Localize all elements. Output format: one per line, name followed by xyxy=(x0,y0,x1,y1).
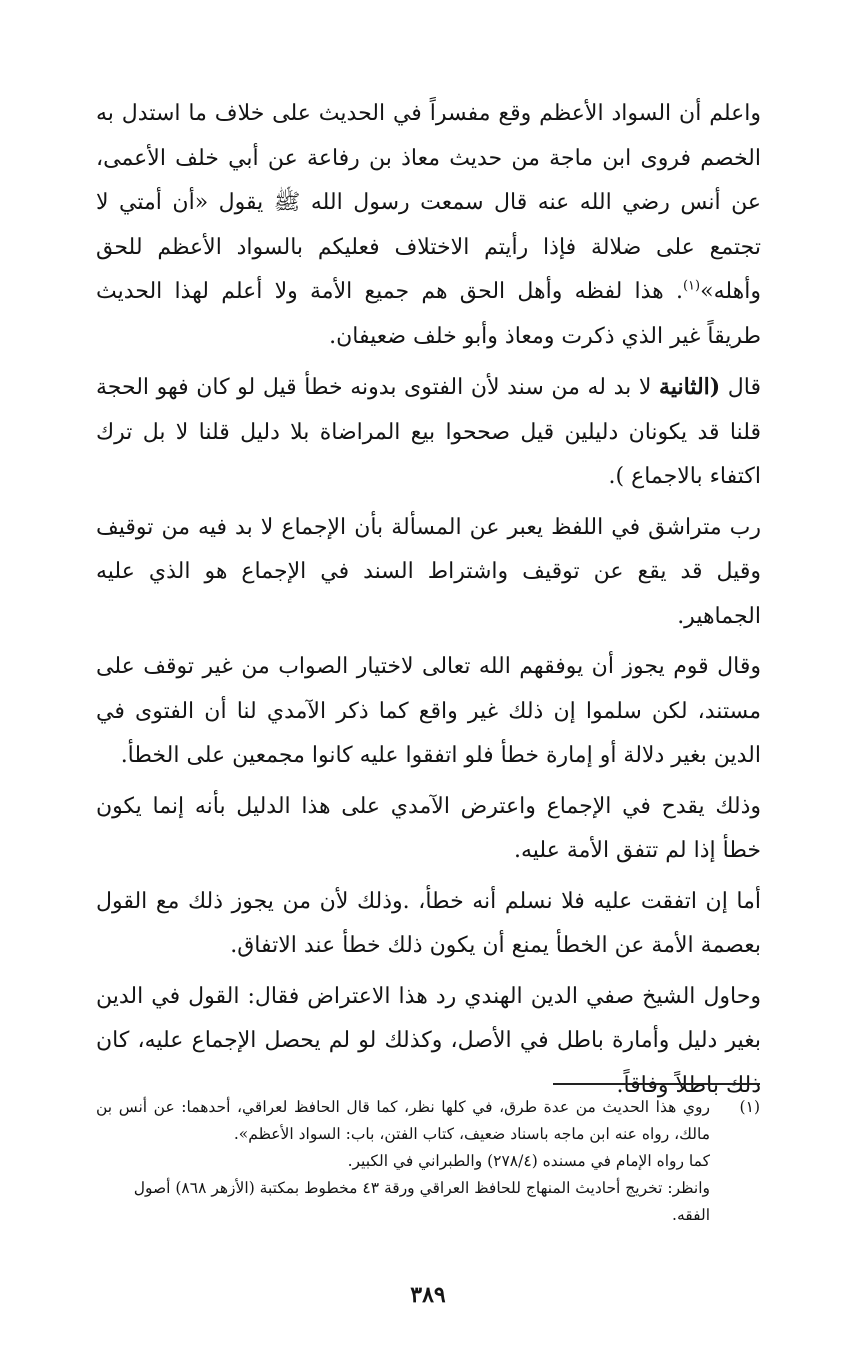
paragraph-amidi-objection: وذلك يقدح في الإجماع واعترض الآمدي على هذا الدليل بأنه إنما يكون خطأ إذا لم تتفق الأمة عليه. xyxy=(96,793,761,863)
paragraph-ittifaq: أما إن اتفقت عليه فلا نسلم أنه خطأ، .وذلك لأن من يجوز ذلك مع القول بعصمة الأمة عن الخطأ يمنع أن يكون ذلك خطأ عند الاتفاق. xyxy=(96,888,761,958)
paragraph-sawad-azam xyxy=(96,92,761,359)
footnotes xyxy=(96,1094,760,1229)
paragraph-second-condition xyxy=(96,365,761,500)
page-number: ٣٨٩ xyxy=(410,1282,446,1308)
paragraph-text: لا بد له من سند لأن الفتوى بدونه خطأ قيل لو كان فهو الحجة قلنا قد يكونان دليلين قيل صححوا بيع المراضاة بلا دليل قلنا لا بل ترك اكتفاء بالاجماع ). xyxy=(96,375,761,489)
main-text xyxy=(96,92,761,1108)
paragraph-lead: قال xyxy=(727,375,761,400)
footnote-separator xyxy=(553,1083,760,1085)
paragraph-tawqif: رب متراشق في اللفظ يعبر عن المسألة بأن الإجماع لا بد فيه من توقيف وقيل قد يقع عن توقيف واشتراط السند في الإجماع هو الذي عليه الجماهير. xyxy=(96,514,761,629)
paragraph-hindi: وحاول الشيخ صفي الدين الهندي رد هذا الاعتراض فقال: القول في الدين بغير دليل وأمارة باطل في الأصل، وكذلك لو لم يحصل الإجماع عليه، كان ذلك باطلاً وفاقاً. xyxy=(96,983,761,1098)
footnote-reference: (١) xyxy=(682,278,701,294)
footnote-line: كما رواه الإمام في مسنده (٢٧٨/٤) والطبراني في الكبير. xyxy=(347,1152,710,1170)
paragraph-tail: . هذا لفظه وأهل الحق هم جميع الأمة ولا أعلم لهذا الحديث طريقاً غير الذي ذكرت ومعاذ وأبو خلف ضعيفان. xyxy=(96,279,761,349)
footnote-line: وانظر: تخريج أحاديث المنهاج للحافظ العراقي ورقة ٤٣ مخطوط بمكتبة (الأزهر ٨٦٨) أصول الفقه. xyxy=(133,1179,710,1224)
bold-heading: (الثانية xyxy=(659,374,721,400)
footnote-text: روي هذا الحديث من عدة طرق، في كلها نظر، كما قال الحافظ لعراقي، أحدهما: عن أنس بن مالك، رواه عنه ابن ماجه باسناد ضعيف، كتاب الفتن، باب: السواد الأعظم». xyxy=(96,1098,710,1143)
footnote-number: (١) xyxy=(739,1098,760,1116)
footnote-item xyxy=(96,1094,760,1148)
paragraph-qawm: وقال قوم يجوز أن يوفقهم الله تعالى لاختيار الصواب من غير توقف على مستند، لكن سلموا إن ذلك غير واقع كما ذكر الآمدي لنا أن الفتوى في الدين بغير دلالة أو إمارة خطأ فلو اتفقوا عليه كانوا مجمعين على الخطأ. xyxy=(96,654,761,768)
paragraph-text: واعلم أن السواد الأعظم وقع مفسراً في الحديث على خلاف ما استدل به الخصم فروى ابن ماجة من حديث معاذ بن رفاعة عن أبي خلف الأعمى، عن أنس رضي الله عنه قال سمعت رسول الله ﷺ يقول «أن أمتي لا تجتمع على ضلالة فإذا رأيتم الاختلاف فعليكم بالسواد الأعظم للحق وأهله» xyxy=(96,101,761,304)
